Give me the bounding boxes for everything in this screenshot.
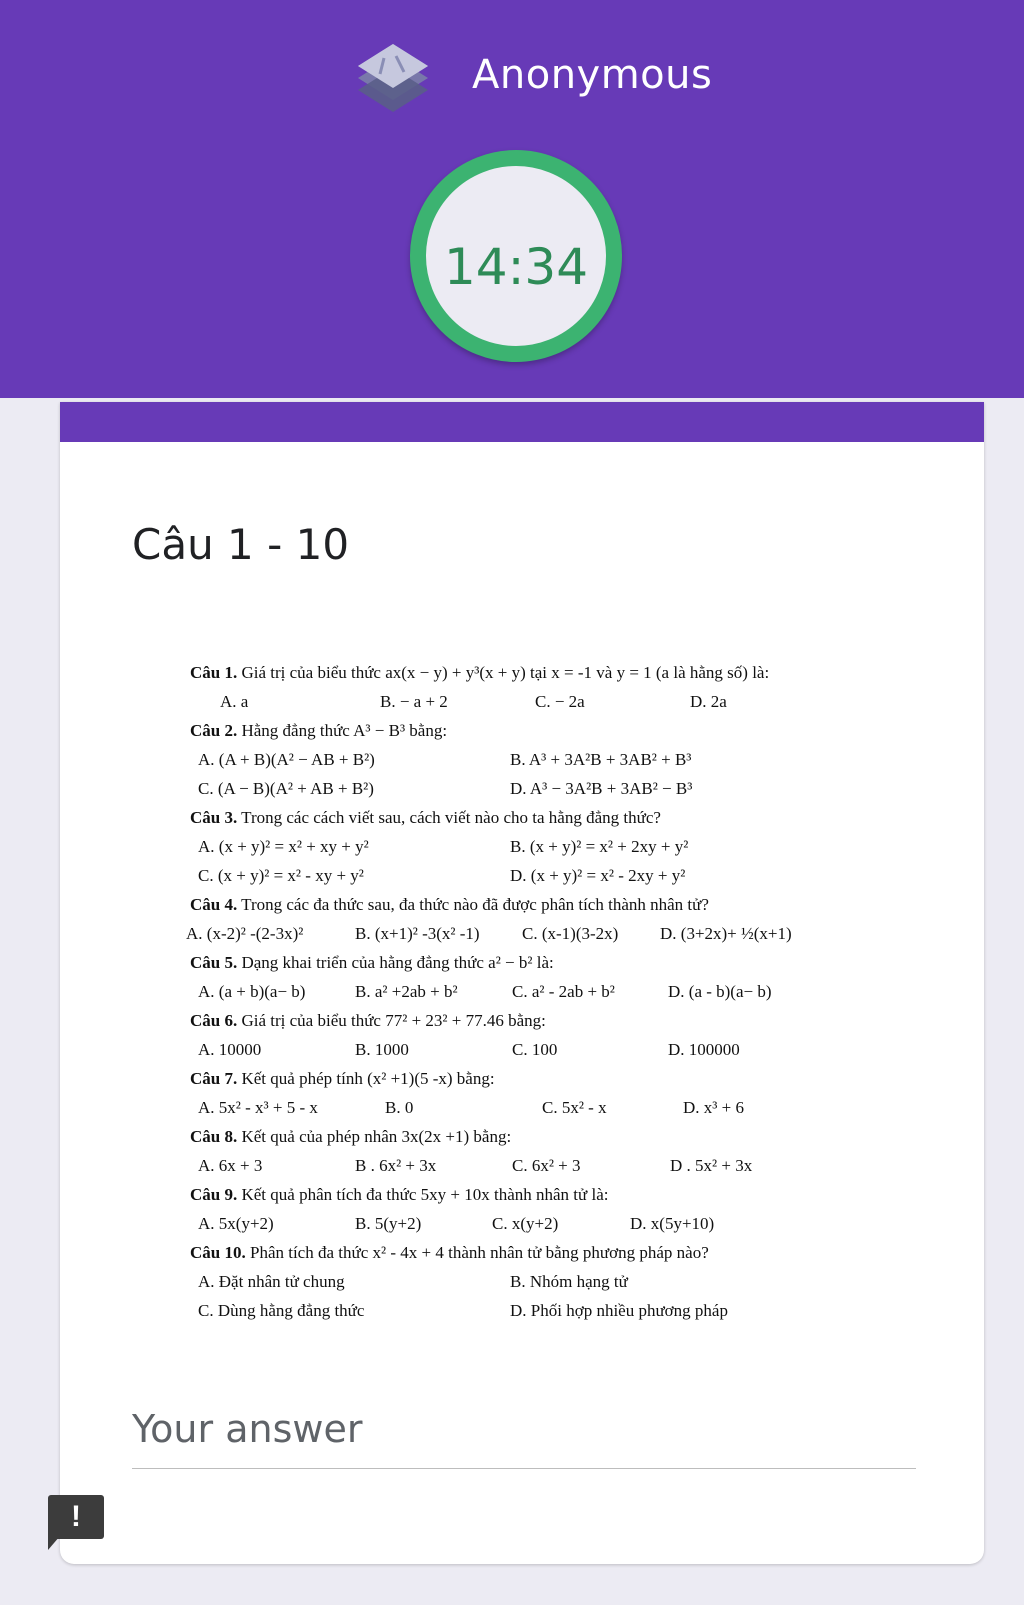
option: D. Phối hợp nhiều phương pháp bbox=[510, 1301, 728, 1320]
question-options bbox=[190, 687, 910, 716]
option: D . 5x² + 3x bbox=[670, 1156, 753, 1175]
option: B. 0 bbox=[385, 1098, 414, 1117]
alert-icon-tail bbox=[48, 1536, 60, 1550]
option: C. x(y+2) bbox=[492, 1214, 559, 1233]
question-stem: Câu 3. Trong các cách viết sau, cách viết nào cho ta hằng đẳng thức? bbox=[190, 808, 661, 827]
option: A. a bbox=[220, 692, 249, 711]
countdown-timer bbox=[410, 150, 622, 362]
option: B. Nhóm hạng tử bbox=[510, 1272, 628, 1291]
question-image bbox=[186, 658, 910, 1325]
option: C. (x-1)(3-2x) bbox=[522, 924, 619, 943]
option: C. 6x² + 3 bbox=[512, 1156, 581, 1175]
question-card bbox=[60, 402, 984, 1564]
option: A. (x + y)² = x² + xy + y² bbox=[198, 837, 369, 856]
option: A. 5x(y+2) bbox=[198, 1214, 274, 1233]
option: D. (3+2x)+ ½(x+1) bbox=[660, 924, 792, 943]
option: C. Dùng hằng đẳng thức bbox=[198, 1301, 365, 1320]
answer-underline bbox=[132, 1468, 916, 1469]
card-accent-bar bbox=[60, 402, 984, 442]
question-stem: Câu 1. Giá trị của biểu thức ax(x − y) + y³(x + y) tại x = -1 và y = 1 (a là hằng số) là: bbox=[190, 663, 770, 682]
option: A. 6x + 3 bbox=[198, 1156, 263, 1175]
option: D. (a - b)(a− b) bbox=[668, 982, 772, 1001]
option: B. (x+1)² -3(x² -1) bbox=[355, 924, 480, 943]
option: D. x³ + 6 bbox=[683, 1098, 744, 1117]
option: B . 6x² + 3x bbox=[355, 1156, 437, 1175]
option: A. (A + B)(A² − AB + B²) bbox=[198, 750, 375, 769]
question-stem: Câu 5. Dạng khai triển của hằng đẳng thức a² − b² là: bbox=[190, 953, 554, 972]
question-options bbox=[190, 1267, 910, 1296]
option: C. 5x² - x bbox=[542, 1098, 607, 1117]
question-options bbox=[190, 832, 910, 861]
question-title: Câu 1 - 10 bbox=[132, 520, 350, 569]
option: B. 5(y+2) bbox=[355, 1214, 422, 1233]
question-stem: Câu 6. Giá trị của biểu thức 77² + 23² + 77.46 bằng: bbox=[190, 1011, 546, 1030]
option: A. (a + b)(a− b) bbox=[198, 982, 306, 1001]
option: D. 100000 bbox=[668, 1040, 740, 1059]
option: B. a² +2ab + b² bbox=[355, 982, 458, 1001]
question-options bbox=[190, 1151, 910, 1180]
question-stem: Câu 4. Trong các đa thức sau, đa thức nào đã được phân tích thành nhân tử? bbox=[190, 895, 709, 914]
form-header bbox=[0, 0, 1024, 398]
question-options bbox=[190, 745, 910, 774]
question-options bbox=[190, 774, 910, 803]
question-options bbox=[190, 1296, 910, 1325]
option: A. 5x² - x³ + 5 - x bbox=[198, 1098, 318, 1117]
question-options bbox=[190, 861, 910, 890]
option: C. (A − B)(A² + AB + B²) bbox=[198, 779, 374, 798]
option: B. 1000 bbox=[355, 1040, 409, 1059]
option: C. 100 bbox=[512, 1040, 558, 1059]
timer-value: 14:34 bbox=[443, 238, 589, 296]
question-stem: Câu 10. Phân tích đa thức x² - 4x + 4 thành nhân tử bằng phương pháp nào? bbox=[190, 1243, 709, 1262]
answer-input[interactable]: Your answer bbox=[132, 1407, 363, 1451]
alert-icon[interactable]: ! bbox=[48, 1495, 104, 1539]
option: B. − a + 2 bbox=[380, 692, 448, 711]
option: C. − 2a bbox=[535, 692, 585, 711]
option: C. a² - 2ab + b² bbox=[512, 982, 615, 1001]
option: A. Đặt nhân tử chung bbox=[198, 1272, 345, 1291]
question-stem: Câu 7. Kết quả phép tính (x² +1)(5 -x) bằng: bbox=[190, 1069, 495, 1088]
question-options bbox=[186, 919, 910, 948]
question-options bbox=[190, 977, 910, 1006]
question-options bbox=[190, 1209, 910, 1238]
option: D. 2a bbox=[690, 692, 727, 711]
option: A. (x-2)² -(2-3x)² bbox=[186, 924, 304, 943]
user-name: Anonymous bbox=[472, 52, 713, 98]
quiz-app-logo-icon bbox=[350, 34, 436, 120]
question-stem: Câu 2. Hằng đẳng thức A³ − B³ bằng: bbox=[190, 721, 448, 740]
question-stem: Câu 9. Kết quả phân tích đa thức 5xy + 10x thành nhân tử là: bbox=[190, 1185, 609, 1204]
option: D. A³ − 3A²B + 3AB² − B³ bbox=[510, 779, 693, 798]
question-stem: Câu 8. Kết quả của phép nhân 3x(2x +1) bằng: bbox=[190, 1127, 512, 1146]
option: B. A³ + 3A²B + 3AB² + B³ bbox=[510, 750, 692, 769]
option: B. (x + y)² = x² + 2xy + y² bbox=[510, 837, 689, 856]
option: D. (x + y)² = x² - 2xy + y² bbox=[510, 866, 686, 885]
question-options bbox=[190, 1035, 910, 1064]
question-options bbox=[190, 1093, 910, 1122]
option: C. (x + y)² = x² - xy + y² bbox=[198, 866, 364, 885]
option: D. x(5y+10) bbox=[630, 1214, 715, 1233]
option: A. 10000 bbox=[198, 1040, 262, 1059]
